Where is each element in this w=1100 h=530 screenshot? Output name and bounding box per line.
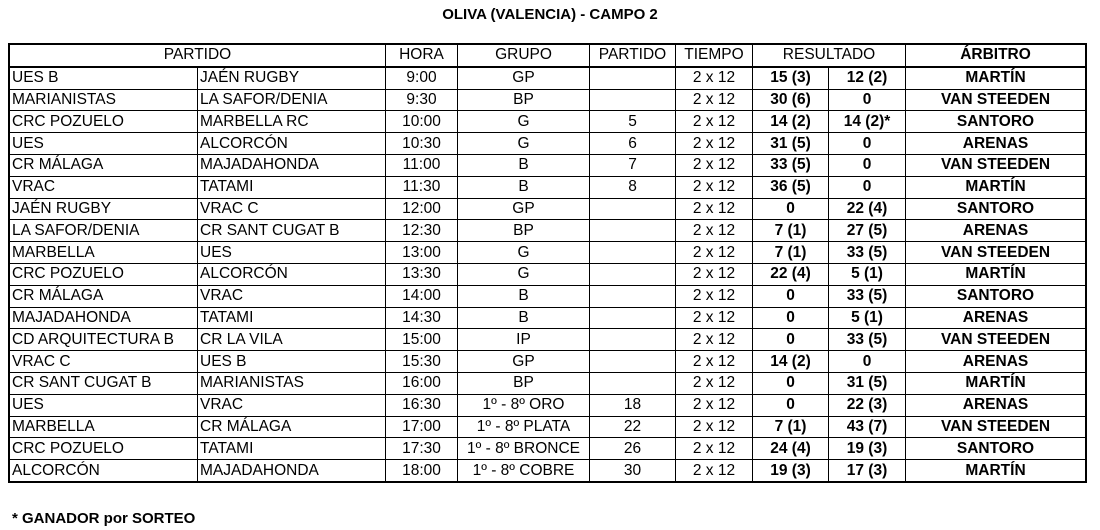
score-home-cell: 33 (5) [753,154,829,176]
table-row [10,329,1086,351]
tiempo-cell: 2 x 12 [676,394,753,416]
team-home-cell: VRAC [10,176,198,198]
grupo-cell: G [458,111,590,133]
score-home-cell: 22 (4) [753,263,829,285]
arbitro-cell: SANTORO [906,438,1086,460]
arbitro-cell: MARTÍN [906,67,1086,89]
grupo-cell: B [458,154,590,176]
grupo-cell: GP [458,351,590,373]
hora-cell: 15:00 [386,329,458,351]
team-away-cell: VRAC C [198,198,386,220]
score-away-cell: 33 (5) [829,242,906,264]
score-away-cell: 22 (3) [829,394,906,416]
score-home-cell: 0 [753,307,829,329]
score-away-cell: 5 (1) [829,307,906,329]
tiempo-cell: 2 x 12 [676,372,753,394]
score-away-cell: 43 (7) [829,416,906,438]
header-hora: HORA [386,45,458,67]
grupo-cell: GP [458,67,590,89]
table-row [10,372,1086,394]
partido-num-cell [590,220,676,242]
arbitro-cell: MARTÍN [906,460,1086,482]
team-away-cell: UES B [198,351,386,373]
arbitro-cell: ARENAS [906,394,1086,416]
table-row [10,220,1086,242]
team-home-cell: CD ARQUITECTURA B [10,329,198,351]
score-away-cell: 12 (2) [829,67,906,89]
hora-cell: 16:30 [386,394,458,416]
score-home-cell: 7 (1) [753,242,829,264]
team-home-cell: MARBELLA [10,416,198,438]
team-away-cell: MAJADAHONDA [198,460,386,482]
team-home-cell: LA SAFOR/DENIA [10,220,198,242]
arbitro-cell: VAN STEEDEN [906,242,1086,264]
team-home-cell: CR SANT CUGAT B [10,372,198,394]
partido-num-cell: 8 [590,176,676,198]
grupo-cell: BP [458,89,590,111]
grupo-cell: BP [458,372,590,394]
header-partido-num: PARTIDO [590,45,676,67]
hora-cell: 15:30 [386,351,458,373]
grupo-cell: G [458,242,590,264]
team-away-cell: ALCORCÓN [198,263,386,285]
team-away-cell: LA SAFOR/DENIA [198,89,386,111]
team-away-cell: CR MÁLAGA [198,416,386,438]
score-away-cell: 0 [829,154,906,176]
team-home-cell: CR MÁLAGA [10,154,198,176]
table-row [10,263,1086,285]
partido-num-cell: 26 [590,438,676,460]
team-home-cell: ALCORCÓN [10,460,198,482]
grupo-cell: GP [458,198,590,220]
tiempo-cell: 2 x 12 [676,460,753,482]
partido-num-cell: 6 [590,133,676,155]
tiempo-cell: 2 x 12 [676,263,753,285]
hora-cell: 17:30 [386,438,458,460]
score-home-cell: 0 [753,198,829,220]
team-away-cell: UES [198,242,386,264]
arbitro-cell: ARENAS [906,220,1086,242]
team-home-cell: UES [10,394,198,416]
score-home-cell: 0 [753,329,829,351]
tiempo-cell: 2 x 12 [676,416,753,438]
grupo-cell: G [458,133,590,155]
arbitro-cell: SANTORO [906,111,1086,133]
partido-num-cell: 22 [590,416,676,438]
score-home-cell: 19 (3) [753,460,829,482]
score-home-cell: 14 (2) [753,351,829,373]
tiempo-cell: 2 x 12 [676,89,753,111]
table-header-row [10,45,1086,67]
partido-num-cell [590,372,676,394]
table-row [10,154,1086,176]
team-home-cell: CRC POZUELO [10,438,198,460]
hora-cell: 10:30 [386,133,458,155]
arbitro-cell: SANTORO [906,285,1086,307]
score-home-cell: 15 (3) [753,67,829,89]
score-away-cell: 33 (5) [829,329,906,351]
grupo-cell: 1º - 8º COBRE [458,460,590,482]
grupo-cell: 1º - 8º PLATA [458,416,590,438]
header-resultado: RESULTADO [753,45,906,67]
grupo-cell: BP [458,220,590,242]
table-row [10,176,1086,198]
tiempo-cell: 2 x 12 [676,351,753,373]
score-home-cell: 7 (1) [753,416,829,438]
hora-cell: 9:00 [386,67,458,89]
table-row [10,394,1086,416]
team-home-cell: UES B [10,67,198,89]
table-row [10,460,1086,482]
arbitro-cell: SANTORO [906,198,1086,220]
tiempo-cell: 2 x 12 [676,242,753,264]
tiempo-cell: 2 x 12 [676,438,753,460]
grupo-cell: 1º - 8º ORO [458,394,590,416]
score-away-cell: 14 (2)* [829,111,906,133]
hora-cell: 16:00 [386,372,458,394]
partido-num-cell: 7 [590,154,676,176]
arbitro-cell: VAN STEEDEN [906,416,1086,438]
hora-cell: 12:30 [386,220,458,242]
arbitro-cell: MARTÍN [906,176,1086,198]
tiempo-cell: 2 x 12 [676,329,753,351]
hora-cell: 14:00 [386,285,458,307]
partido-num-cell [590,329,676,351]
tiempo-cell: 2 x 12 [676,133,753,155]
team-home-cell: MARBELLA [10,242,198,264]
score-home-cell: 0 [753,394,829,416]
team-home-cell: CR MÁLAGA [10,285,198,307]
team-home-cell: JAÉN RUGBY [10,198,198,220]
team-away-cell: VRAC [198,285,386,307]
table-row [10,111,1086,133]
team-away-cell: VRAC [198,394,386,416]
hora-cell: 11:00 [386,154,458,176]
table-row [10,67,1086,89]
score-away-cell: 19 (3) [829,438,906,460]
team-away-cell: MARIANISTAS [198,372,386,394]
table-row [10,198,1086,220]
score-away-cell: 5 (1) [829,263,906,285]
hora-cell: 10:00 [386,111,458,133]
tiempo-cell: 2 x 12 [676,220,753,242]
table-row [10,242,1086,264]
arbitro-cell: MARTÍN [906,263,1086,285]
score-home-cell: 0 [753,285,829,307]
tiempo-cell: 2 x 12 [676,176,753,198]
team-away-cell: CR SANT CUGAT B [198,220,386,242]
team-away-cell: MAJADAHONDA [198,154,386,176]
team-home-cell: CRC POZUELO [10,263,198,285]
table-row [10,351,1086,373]
score-home-cell: 24 (4) [753,438,829,460]
tiempo-cell: 2 x 12 [676,154,753,176]
tiempo-cell: 2 x 12 [676,198,753,220]
table-row [10,307,1086,329]
score-home-cell: 36 (5) [753,176,829,198]
partido-num-cell [590,67,676,89]
hora-cell: 14:30 [386,307,458,329]
footnote: * GANADOR por SORTEO [12,510,196,527]
arbitro-cell: ARENAS [906,351,1086,373]
score-home-cell: 14 (2) [753,111,829,133]
team-away-cell: TATAMI [198,176,386,198]
hora-cell: 13:00 [386,242,458,264]
team-home-cell: UES [10,133,198,155]
partido-num-cell [590,198,676,220]
partido-num-cell [590,89,676,111]
team-away-cell: ALCORCÓN [198,133,386,155]
grupo-cell: 1º - 8º BRONCE [458,438,590,460]
table-body [10,67,1086,482]
team-away-cell: JAÉN RUGBY [198,67,386,89]
grupo-cell: IP [458,329,590,351]
score-home-cell: 30 (6) [753,89,829,111]
hora-cell: 9:30 [386,89,458,111]
team-away-cell: MARBELLA RC [198,111,386,133]
score-away-cell: 0 [829,89,906,111]
grupo-cell: B [458,285,590,307]
partido-num-cell [590,307,676,329]
score-home-cell: 31 (5) [753,133,829,155]
team-away-cell: CR LA VILA [198,329,386,351]
score-away-cell: 17 (3) [829,460,906,482]
header-tiempo: TIEMPO [676,45,753,67]
tiempo-cell: 2 x 12 [676,111,753,133]
table-row [10,285,1086,307]
table-row [10,89,1086,111]
partido-num-cell [590,242,676,264]
table-row [10,133,1086,155]
hora-cell: 11:30 [386,176,458,198]
tiempo-cell: 2 x 12 [676,307,753,329]
grupo-cell: G [458,263,590,285]
team-home-cell: MAJADAHONDA [10,307,198,329]
hora-cell: 12:00 [386,198,458,220]
tiempo-cell: 2 x 12 [676,67,753,89]
partido-num-cell: 18 [590,394,676,416]
score-away-cell: 33 (5) [829,285,906,307]
header-grupo: GRUPO [458,45,590,67]
schedule-table [9,44,1086,482]
arbitro-cell: ARENAS [906,307,1086,329]
partido-num-cell: 5 [590,111,676,133]
arbitro-cell: VAN STEEDEN [906,154,1086,176]
page-title: OLIVA (VALENCIA) - CAMPO 2 [442,6,658,23]
score-home-cell: 7 (1) [753,220,829,242]
table-row [10,438,1086,460]
arbitro-cell: VAN STEEDEN [906,329,1086,351]
team-home-cell: CRC POZUELO [10,111,198,133]
team-away-cell: TATAMI [198,307,386,329]
score-away-cell: 31 (5) [829,372,906,394]
score-away-cell: 27 (5) [829,220,906,242]
table-row [10,416,1086,438]
hora-cell: 17:00 [386,416,458,438]
arbitro-cell: MARTÍN [906,372,1086,394]
header-partido: PARTIDO [10,45,386,67]
grupo-cell: B [458,307,590,329]
team-home-cell: VRAC C [10,351,198,373]
tiempo-cell: 2 x 12 [676,285,753,307]
arbitro-cell: VAN STEEDEN [906,89,1086,111]
partido-num-cell: 30 [590,460,676,482]
score-home-cell: 0 [753,372,829,394]
score-away-cell: 0 [829,351,906,373]
team-home-cell: MARIANISTAS [10,89,198,111]
hora-cell: 18:00 [386,460,458,482]
partido-num-cell [590,263,676,285]
partido-num-cell [590,351,676,373]
header-arbitro: ÁRBITRO [906,45,1086,67]
score-away-cell: 0 [829,176,906,198]
score-away-cell: 0 [829,133,906,155]
grupo-cell: B [458,176,590,198]
partido-num-cell [590,285,676,307]
score-away-cell: 22 (4) [829,198,906,220]
team-away-cell: TATAMI [198,438,386,460]
hora-cell: 13:30 [386,263,458,285]
arbitro-cell: ARENAS [906,133,1086,155]
